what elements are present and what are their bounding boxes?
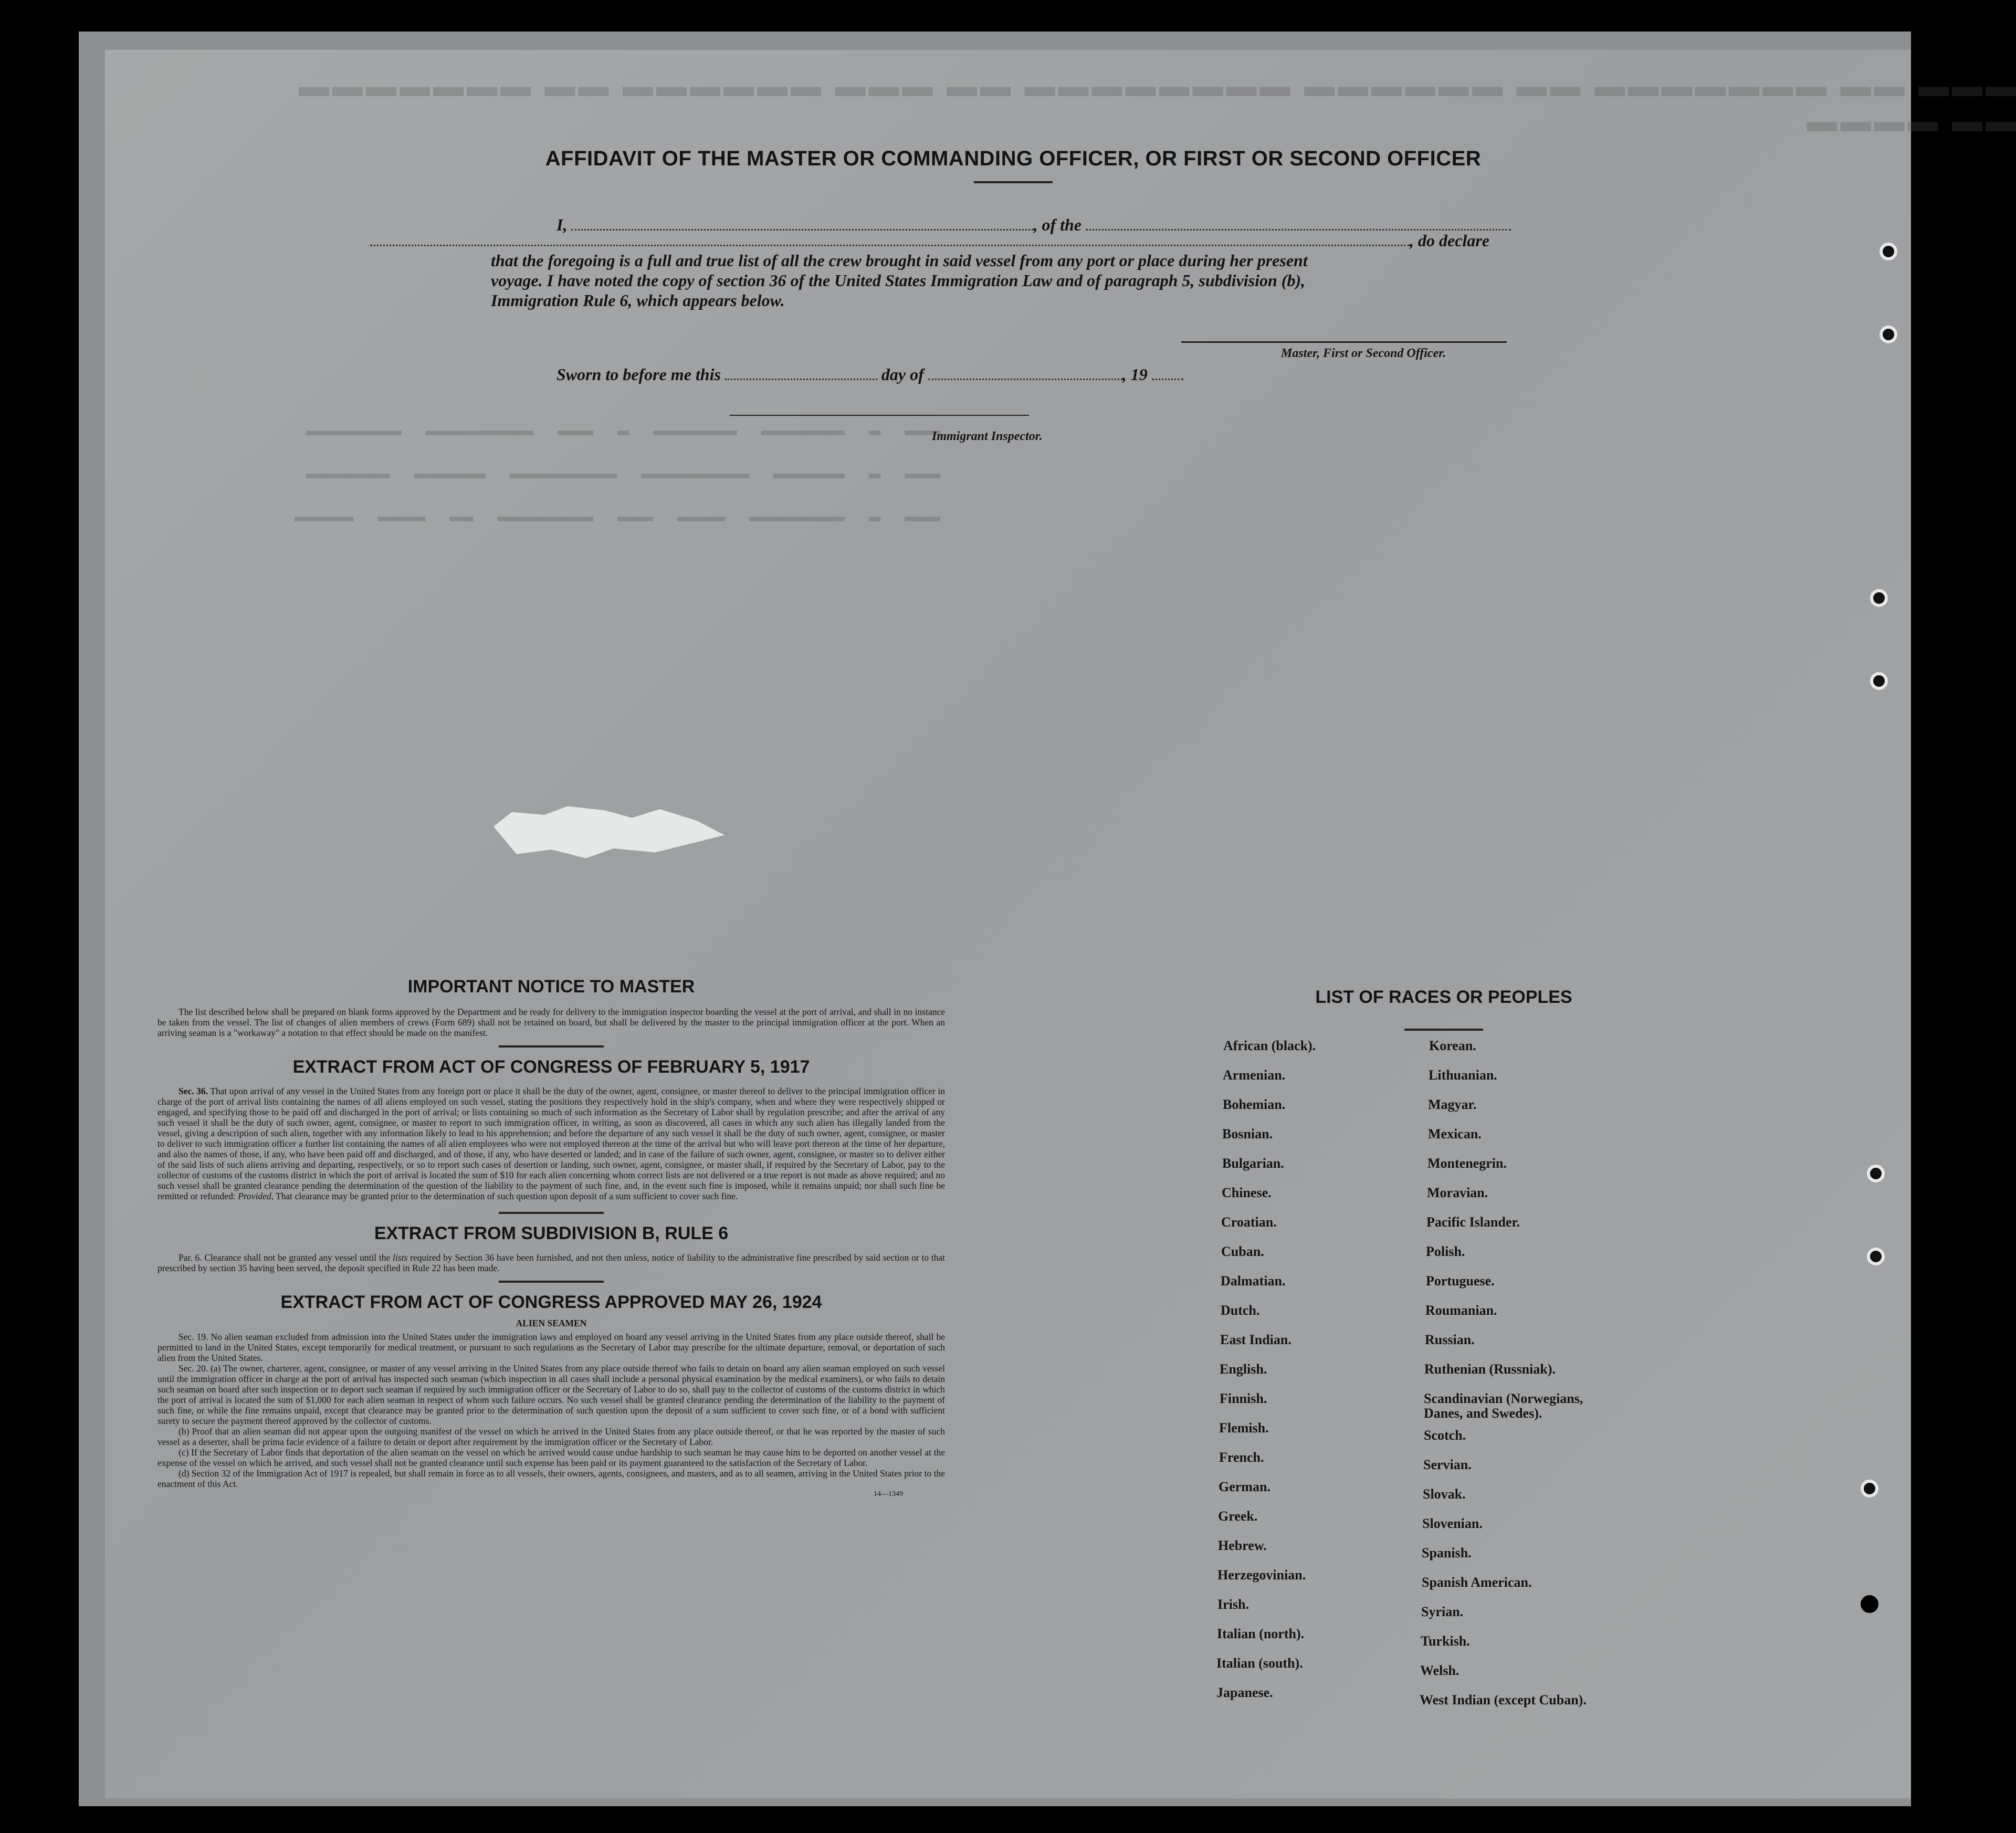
- race-item: Korean.: [1429, 1038, 1476, 1053]
- sec-20d-text: (d) Section 32 of the Immigration Act of 1917 is repealed, but shall remain in force as to all vessels, their owners, agents, consignees, and masters, and as to all seamen, arriving in the United States prior to the enactment of this Act.: [158, 1468, 945, 1489]
- race-item: Bosnian.: [1222, 1126, 1273, 1141]
- binder-hole: [1867, 1248, 1885, 1265]
- inspector-label: Immigrant Inspector.: [932, 430, 1043, 443]
- sec-36-body: That upon arrival of any vessel in the United States from any foreign port or place it shall be the duty of the owner, agent, consignee, or master thereof to deliver to the principal immigration officer in charge of the port of arrival lists containing the names of all aliens employed on such vessel, stating the positions they respectively hold in the ship's company, when and where they were respectively shipped or engaged, and specifying those to be paid off and discharged in the port of arrival; or lists containing so much of such information as the Secretary of Labor shall by regulation prescribe; and after the arrival of any such vessel it shall be the duty of such owner, agent, consignee, or master to report to such immigration officer, in writing, as soon as discovered, all cases in which any such alien has illegally landed from the vessel, giving a description of such alien, together with any information likely to lead to his apprehension; and before the departure of any such vessel it shall be the duty of such owner, agent, consignee, or master to deliver to such immigration officer a further list containing the names of all alien employees who were not employed thereon at the time of the arrival but who will leave port thereon at the time of her departure, and also the names of those, if any, who have been paid off and discharged, and of those, if any, who have deserted or landed; and in case of the failure of such owner, agent, consignee, or master so to deliver either of the said lists of such aliens arriving and departing, respectively, or so to report such cases of desertion or landing, such owner, agent, consignee, or master shall, if required by the Secretary of Labor, pay to the collector of customs of the customs district in which the port of arrival is located the sum of $10 for each alien concerning whom correct lists are not delivered or a true report is not made as above required; and no such vessel shall be granted clearance pending the determination of the question of the liability to the payment of such fine, and, in the event such fine is imposed, while it remains unpaid; nor shall such fine be remitted or refunded:: [158, 1086, 945, 1201]
- affidavit-body-line-4: Immigration Rule 6, which appears below.: [491, 291, 785, 310]
- race-item: Bulgarian.: [1222, 1156, 1284, 1171]
- form-number: 14—1349: [874, 1490, 903, 1498]
- master-label: Master, First or Second Officer.: [1281, 347, 1446, 360]
- race-item: Scotch.: [1424, 1428, 1466, 1443]
- race-item: Slovenian.: [1422, 1516, 1483, 1531]
- sec-19-text: Sec. 19. No alien seaman excluded from admission into the United States under the immigration laws and employed on board any vessel arriving in the United States from any place outside thereof, shall be permitted to land in the United States, except temporarily for medical treatment, or pursuant to such regulations as the Secretary of Labor may prescribe for the ultimate departure, removal, or deportation of such alien from the United States.: [158, 1332, 945, 1363]
- bleed-through-title: ▬▬▬ ▬▬ ▬▬▬▬▬▬▬ ▬▬ ▬▬▬▬▬▬ ▬▬▬▬▬▬▬▬ ▬▬ ▬▬▬ ▬▬▬▬▬▬ ▬▬ ▬▬▬▬▬▬▬ ▬▬ ▬▬▬▬: [296, 69, 2016, 138]
- race-item: Bohemian.: [1223, 1097, 1286, 1112]
- affidavit-i: I,: [556, 215, 568, 234]
- affidavit-body-line-2: that the foregoing is a full and true list of all the crew brought in said vessel from any port or place during her present: [491, 251, 1308, 270]
- notice-title: IMPORTANT NOTICE TO MASTER: [407, 977, 695, 997]
- race-item: East Indian.: [1220, 1332, 1292, 1347]
- race-item: Chinese.: [1222, 1185, 1272, 1200]
- race-item: West Indian (except Cuban).: [1420, 1692, 1587, 1708]
- race-item: French.: [1219, 1450, 1264, 1465]
- race-item: Armenian.: [1223, 1067, 1286, 1083]
- sec-36-label: Sec. 36.: [178, 1086, 208, 1096]
- title-rule: [974, 181, 1053, 183]
- affidavit-body-line-3: voyage. I have noted the copy of section 36 of the United States Immigration Law and of paragraph 5, subdivision (b),: [491, 271, 1306, 290]
- race-item: Russian.: [1425, 1332, 1475, 1347]
- extract-rule6-text: [158, 1252, 945, 1273]
- binder-hole: [1870, 589, 1888, 607]
- race-item: Portuguese.: [1426, 1273, 1495, 1289]
- affidavit-of-the: , of the: [1033, 215, 1082, 234]
- sworn-line: [556, 365, 1183, 384]
- rule6-lists-word: lists: [393, 1252, 408, 1263]
- section-rule: [499, 1281, 604, 1283]
- binder-hole: [1870, 672, 1888, 690]
- race-item: Japanese.: [1216, 1685, 1273, 1700]
- race-item: Italian (north).: [1217, 1626, 1305, 1641]
- races-title: LIST OF RACES OR PEOPLES: [1315, 987, 1572, 1007]
- provided-label: Provided,: [238, 1191, 274, 1201]
- race-item: Italian (south).: [1216, 1656, 1303, 1671]
- race-item: Turkish.: [1421, 1633, 1470, 1649]
- race-item: German.: [1219, 1479, 1270, 1494]
- alien-seamen-subtitle: ALIEN SEAMEN: [516, 1318, 587, 1328]
- sworn-day-of: day of: [881, 365, 924, 384]
- extract-1924-title: EXTRACT FROM ACT OF CONGRESS APPROVED MAY 26, 1924: [280, 1292, 822, 1312]
- rule6-text-end: required by Section 36 have been furnished, and not then unless, notice of liability to the administrative fine prescribed by said section or to that prescribed by section 35 having been served, the deposit specified in Rule 22 has been made.: [158, 1252, 946, 1273]
- races-rule: [1404, 1029, 1483, 1031]
- races-section: [1208, 987, 1680, 1044]
- sec-20b-text: (b) Proof that an alien seaman did not appear upon the outgoing manifest of the vessel on which he arrived in the United States from any place outside thereof, or that he was reported by the master of such vessel as a deserter, shall be prima facie evidence of a failure to detain or deport after requirement by the immigration officer or the Secretary of Labor.: [158, 1426, 945, 1447]
- race-item: Slovak.: [1423, 1486, 1466, 1502]
- binder-hole: [1880, 243, 1897, 260]
- section-rule: [499, 1045, 604, 1048]
- rule6-text-start: Par. 6. Clearance shall not be granted any vessel until the: [178, 1252, 391, 1263]
- extract-1917-text: [158, 1086, 945, 1201]
- race-item: Herzegovinian.: [1217, 1567, 1306, 1583]
- race-item: Spanish American.: [1422, 1575, 1532, 1590]
- race-item: Hebrew.: [1218, 1538, 1267, 1553]
- race-item: Finnish.: [1220, 1391, 1267, 1406]
- race-item: Greek.: [1218, 1509, 1258, 1524]
- race-item: Scandinavian (Norwegians, Danes, and Swedes).: [1424, 1391, 1583, 1421]
- sworn-date-blank: [725, 367, 877, 380]
- race-item: Dalmatian.: [1221, 1273, 1286, 1289]
- name-blank: [571, 217, 1033, 231]
- sworn-month-blank: [928, 367, 1122, 380]
- race-item: Irish.: [1217, 1597, 1249, 1612]
- provided-body: That clearance may be granted prior to the determination of such question upon deposit of a sum sufficient to cover such fine.: [276, 1191, 738, 1201]
- race-item: Ruthenian (Russniak).: [1424, 1361, 1556, 1377]
- binder-hole: [1867, 1165, 1885, 1182]
- sworn-year: , 19: [1122, 365, 1148, 384]
- sworn-text: Sworn to before me this: [556, 365, 721, 384]
- race-item: Lithuanian.: [1429, 1067, 1497, 1083]
- bleed-through-rows: ▬▬▬ ▬ ▬▬▬▬▬▬▬ ▬▬▬▬▬▬▬ ▬ ▬▬▬ ▬▬▬▬▬▬▬▬▬ ▬▬▬▬▬▬▬▬ ▬▬▬ ▬ ▬▬▬▬▬▬ ▬▬▬▬▬▬▬▬▬ ▬▬▬▬▬▬▬▬▬ ▬▬▬▬▬▬ ▬▬▬▬▬▬▬ ▬▬▬ ▬ ▬▬▬▬▬▬▬▬ ▬▬▬▬ ▬▬▬ ▬▬▬▬▬▬▬▬ ▬▬ ▬▬▬▬ ▬▬▬▬▬: [294, 420, 941, 528]
- race-item: African (black).: [1223, 1038, 1316, 1053]
- binder-hole: [1861, 1480, 1878, 1497]
- vessel-blank: [1086, 217, 1511, 231]
- race-item: Pacific Islander.: [1426, 1214, 1520, 1230]
- manifest-sheet: [105, 50, 1911, 1798]
- master-signature-line: [1181, 341, 1507, 343]
- race-item: Flemish.: [1219, 1420, 1269, 1436]
- notice-section: [158, 977, 945, 1500]
- do-declare-text: , do declare: [1410, 231, 1489, 250]
- race-item: Moravian.: [1427, 1185, 1488, 1200]
- affidavit-declaration-row: [370, 231, 1489, 250]
- extract-1917-title: EXTRACT FROM ACT OF CONGRESS OF FEBRUARY 5, 1917: [292, 1057, 810, 1077]
- affidavit-title: AFFIDAVIT OF THE MASTER OR COMMANDING OFFICER, OR FIRST OR SECOND OFFICER: [545, 147, 1482, 170]
- binder-hole: [1880, 326, 1897, 343]
- race-item: Syrian.: [1421, 1604, 1464, 1619]
- section-rule: [499, 1212, 604, 1214]
- extract-rule6-title: EXTRACT FROM SUBDIVISION B, RULE 6: [374, 1223, 729, 1243]
- race-item: Mexican.: [1428, 1126, 1482, 1141]
- sworn-year-blank: [1152, 367, 1183, 380]
- declare-blank: [370, 233, 1410, 246]
- race-item: English.: [1220, 1361, 1267, 1377]
- sec-20a-text: Sec. 20. (a) The owner, charterer, agent, consignee, or master of any vessel arriving in the United States from any place outside thereof who fails to detain on board any alien seaman employed on such vessel until the immigration officer in charge at the port of arrival has inspected such seaman (which inspection in all cases shall include a personal physical examination by the medical examiners), or who fails to detain such seaman on board after such inspection or to deport such seaman if required by such immigration officer or the Secretary of Labor to do so, shall pay to the collector of customs of the customs district in which the port of arrival is located the sum of $1,000 for each alien seaman in respect of whom such failure occurs. No such vessel shall be granted clearance pending the determination of the liability to the payment of such fine, or while the fine remains unpaid, except that clearance may be granted prior to the determination of such question upon the deposit of a sum sufficient to cover such fine, or of a bond with sufficient surety to secure the payment thereof approved by the collector of customs.: [158, 1363, 945, 1426]
- race-item: Polish.: [1426, 1244, 1465, 1259]
- race-item: Spanish.: [1422, 1545, 1472, 1560]
- inspector-signature-line: [730, 415, 1029, 416]
- affidavit-section: [488, 147, 1538, 195]
- race-item: Welsh.: [1420, 1663, 1460, 1678]
- race-item: Roumanian.: [1425, 1303, 1497, 1318]
- race-item: Montenegrin.: [1427, 1156, 1507, 1171]
- binder-hole: [1861, 1595, 1878, 1613]
- race-item: Magyar.: [1428, 1097, 1477, 1112]
- notice-text: The list described below shall be prepared on blank forms approved by the Department and be ready for delivery to the immigration inspector boarding the vessel at the port of arrival, and shall in no instance be taken from the vessel. The list of changes of alien members of crews (Form 689) shall not be retained on board, but shall be delivered by the master to the principal immigration officer at the port. When an arriving seaman is a "workaway" a notation to that effect should be made on the manifest.: [158, 1007, 945, 1038]
- race-item: Dutch.: [1221, 1303, 1260, 1318]
- sec-20c-text: (c) If the Secretary of Labor finds that deportation of the alien seaman on the vessel on which he arrived would cause undue hardship to such seaman he may cause him to be deported on another vessel at the expense of the vessel on which he arrived, and such vessel shall not be granted clearance until such expense has been paid or its payment guaranteed to the satisfaction of the Secretary of Labor.: [158, 1447, 945, 1468]
- race-item: Croatian.: [1221, 1214, 1277, 1230]
- race-item: Servian.: [1423, 1457, 1472, 1472]
- race-item: Cuban.: [1221, 1244, 1264, 1259]
